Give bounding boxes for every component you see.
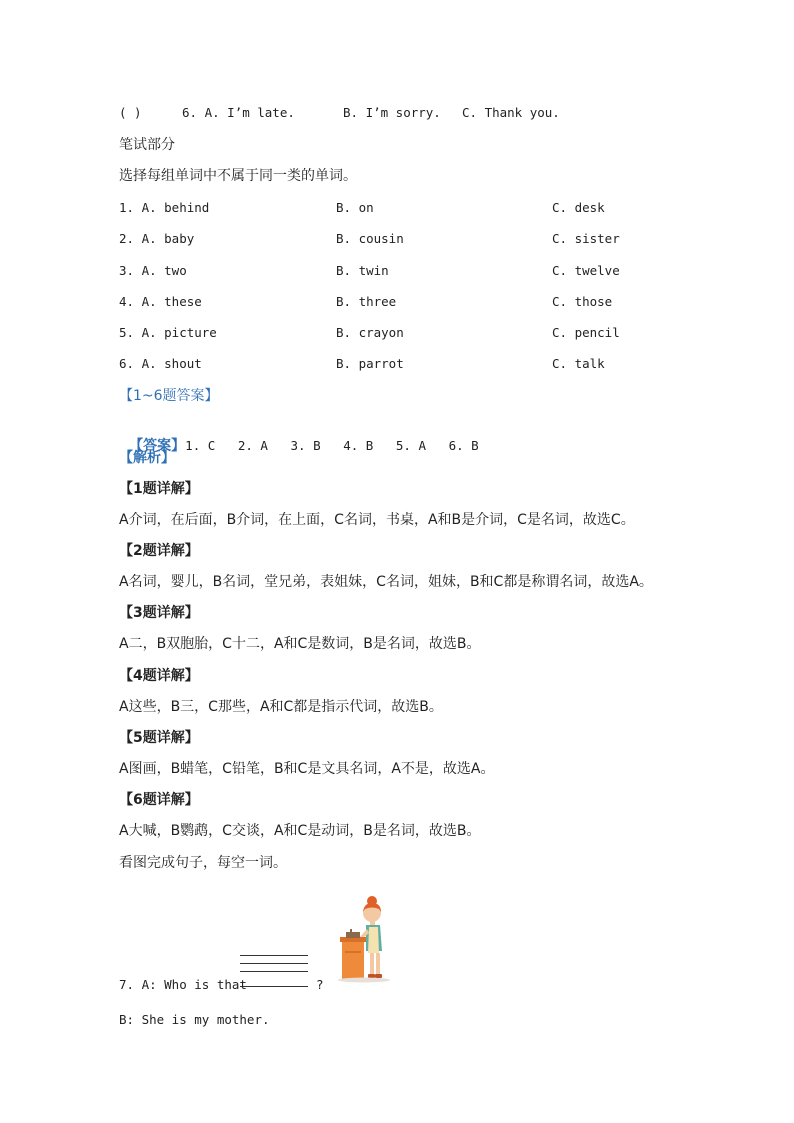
option-a: 2. A. baby (119, 231, 195, 246)
q7-answer-line: B: She is my mother. (119, 1012, 270, 1027)
q7-prefix: 7. A: Who is that (119, 977, 247, 992)
answer-heading: 【1~6题答案】 (119, 388, 219, 404)
option-a: 6. A. shout (119, 356, 202, 371)
option-c: C. talk (552, 356, 605, 371)
instruction: 选择每组单词中不属于同一类的单词。 (119, 168, 357, 184)
detail-text: A介词，在后面，B介词，在上面，C名词，书桌，A和B是介词，C是名词，故选C。 (119, 512, 635, 528)
detail-heading: 【3题详解】 (119, 605, 199, 621)
detail-text: A大喊，B鹦鹉，C交谈，A和C是动词，B是名词，故选B。 (119, 823, 481, 839)
option-b: B. cousin (336, 231, 404, 246)
option-b: B. parrot (336, 356, 404, 371)
writing-line (240, 955, 308, 956)
writing-line (240, 971, 308, 972)
detail-text: A这些，B三，C那些，A和C都是指示代词，故选B。 (119, 699, 443, 715)
option-b: B. on (336, 200, 374, 215)
option-c: C. pencil (552, 325, 620, 340)
detail-text: A名词，婴儿，B名词，堂兄弟，表姐妹，C名词，姐妹，B和C都是称谓名词，故选A。 (119, 574, 653, 590)
detail-heading: 【1题详解】 (119, 481, 199, 497)
mother-cooking-illustration (336, 895, 392, 983)
analysis-label: 【解析】 (119, 450, 175, 466)
word-group-row (0, 231, 794, 249)
detail-heading: 【5题详解】 (119, 730, 199, 746)
q6-option-b: B. I’m sorry. (343, 105, 441, 120)
option-b: B. twin (336, 263, 389, 278)
answer-paren: ( ) (119, 105, 142, 120)
detail-text: A图画，B蜡笔，C铅笔，B和C是文具名词，A不是，故选A。 (119, 761, 495, 777)
word-group-row (0, 200, 794, 218)
option-a: 1. A. behind (119, 200, 210, 215)
word-group-row (0, 356, 794, 374)
option-c: C. desk (552, 200, 605, 215)
listening-q6 (0, 105, 794, 123)
answer-values: 1. C 2. A 3. B 4. B 5. A 6. B (185, 438, 479, 453)
option-c: C. sister (552, 231, 620, 246)
option-a: 3. A. two (119, 263, 187, 278)
q6-option-a: 6. A. I’m late. (182, 105, 295, 120)
option-a: 5. A. picture (119, 325, 217, 340)
section-title: 笔试部分 (119, 137, 175, 153)
detail-heading: 【4题详解】 (119, 668, 199, 684)
detail-heading: 【2题详解】 (119, 543, 199, 559)
writing-line (240, 963, 308, 964)
detail-heading: 【6题详解】 (119, 792, 199, 808)
option-b: B. three (336, 294, 397, 309)
picture-instruction: 看图完成句子，每空一词。 (119, 855, 287, 871)
word-group-row (0, 263, 794, 281)
detail-text: A二，B双胞胎，C十二，A和C是数词，B是名词，故选B。 (119, 636, 481, 652)
q7-suffix: ? (316, 977, 324, 992)
answer-label: 【答案】 (129, 438, 186, 454)
option-c: C. twelve (552, 263, 620, 278)
q6-option-c: C. Thank you. (462, 105, 560, 120)
answer-blank-line[interactable] (240, 986, 308, 987)
option-c: C. those (552, 294, 613, 309)
option-a: 4. A. these (119, 294, 202, 309)
word-group-row (0, 325, 794, 343)
word-group-row (0, 294, 794, 312)
option-b: B. crayon (336, 325, 404, 340)
